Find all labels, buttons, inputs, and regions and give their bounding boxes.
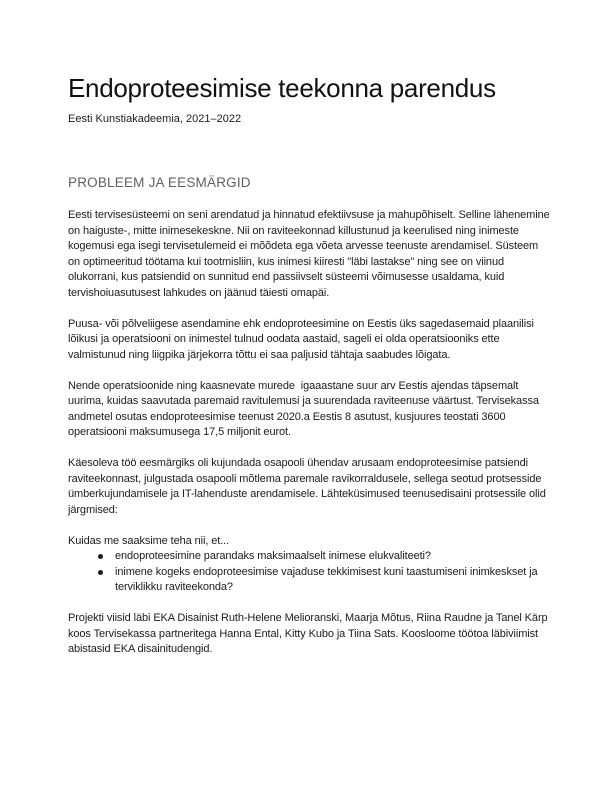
list-item <box>98 549 548 565</box>
paragraph-problem-overview: Eesti tervisesüsteemi on seni arendatud ja hinnatud efektiivsuse ja mahupõhiselt. Selline lähenemine on haiguste-, mitte inimesekeskne. Nii on raviteekonnad killustunud ja keerulised ning inimeste kogemusi ega isegi tervisetulemeid ei mõõdeta ega võeta arvesse teenuste arendamisel. Süsteem on optimeeritud töötama kui tootmisliin, kus inimesi kiiresti "läbi lastakse" ning see on viinud olukorrani, kus patsiendid on sunnitud end passiivselt süsteemi võimusesse usaldama, kuid tervishoiuasutusest lahkudes on jäänud täiesti omapäi. <box>68 209 553 299</box>
paragraph-statistics: Nende operatsioonide ning kaasnevate murede igaaastane suur arv Eestis ajendas täpsemalt uurima, kuidas saavutada paremaid ravitulemusi ja suurendada raviteenuse väärtust. Tervisekassa andmetel osutas endoproteesimise teenust 2020.a Eestis 8 asutust, kusjuures teostati 3600 operatsiooni maksumusega 17,5 miljonit eurot. <box>68 379 542 438</box>
bullet-icon <box>98 570 103 575</box>
section-heading: PROBLEEM JA EESMÄRGID <box>68 175 251 190</box>
document-title: Endoproteesimise teekonna parendus <box>68 73 496 103</box>
bullet-list <box>68 549 552 596</box>
paragraph-endoprosthesis-context: Puusa- või põlveliigese asendamine ehk endoproteesimine on Eestis üks sagedasemaid plaanilisi lõikusi ja operatsiooni on inimestel tulnud oodata aastaid, sageli ei olda operatsiooniks ette valmistunud ning liigpika järjekorra tõttu ei saa paljusid tähtaja saabudes lõigata. <box>68 317 537 361</box>
document-subtitle: Eesti Kunstiakadeemia, 2021–2022 <box>68 113 242 125</box>
bullet-text: inimene kogeks endoproteesimise vajaduse tekkimisest kuni taastumiseni inimkeskset ja terviklikku raviteekonda? <box>115 565 538 593</box>
bullet-icon <box>98 554 103 559</box>
list-item <box>98 565 548 596</box>
paragraph-project-team: Projekti viisid läbi EKA Disainist Ruth-Helene Melioranski, Maarja Mõtus, Riina Raudne ja Tanel Kärp koos Tervisekassa partneritega Hanna Ental, Kitty Kubo ja Tiina Sats. Koosloome töötoa läbiviimist abistasid EKA disainitudengid. <box>68 612 551 655</box>
question-intro: Kuidas me saaksime teha nii, et... <box>68 534 230 547</box>
paragraph-goal: Käesoleva töö eesmärgiks oli kujundada osapooli ühendav arusaam endoproteesimise patsiendi raviteekonnast, julgustada osapooli mõtlema paremale ravikorraldusele, sellega seotud protsesside ümberkujundamisele ja IT-lahenduste arendamisele. Lähteküsimused teenusedisaini protsessile olid järgmised: <box>68 457 549 516</box>
bullet-text: endoproteesimine parandaks maksimaalselt inimese elukvaliteeti? <box>115 550 431 562</box>
